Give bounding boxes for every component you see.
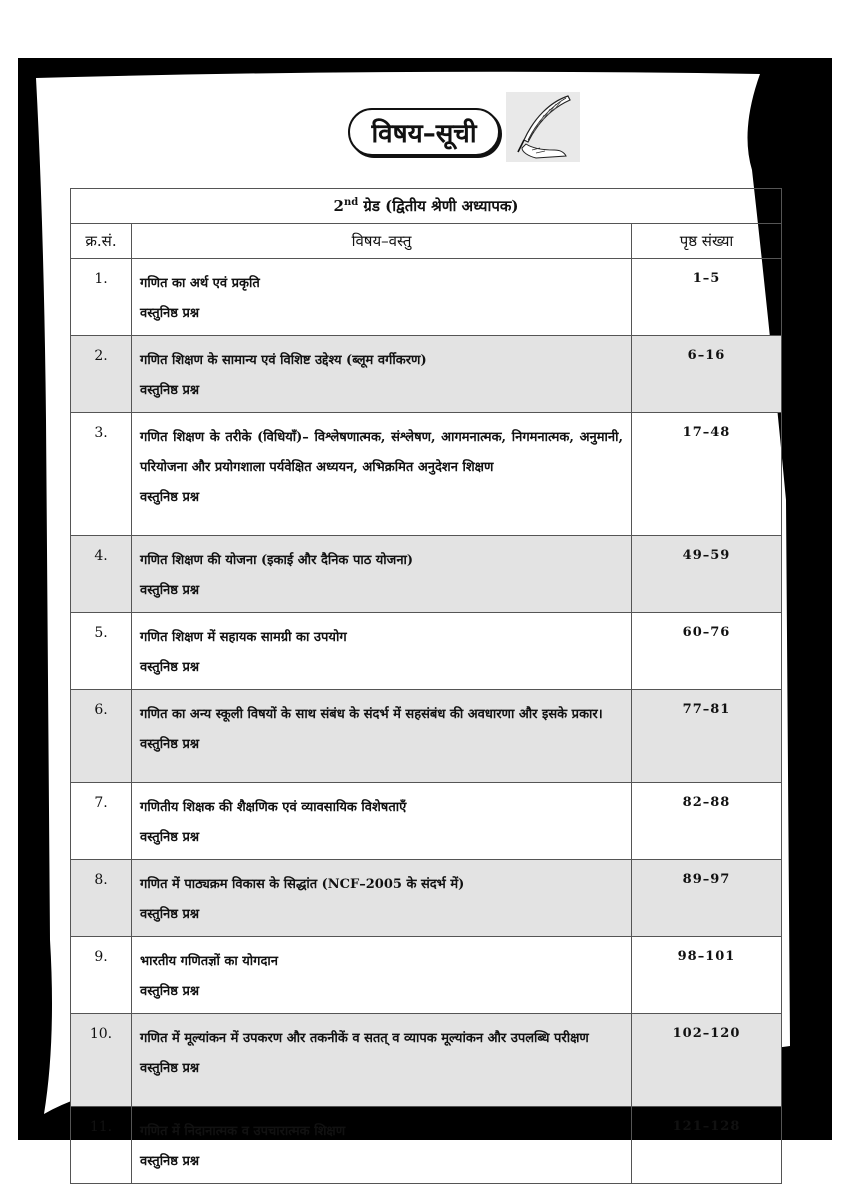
row-subtopic: वस्तुनिष्ठ प्रश्न (140, 1154, 200, 1169)
table-row (71, 783, 782, 860)
column-header-content: विषय–वस्तु (132, 224, 632, 259)
table-row (71, 613, 782, 690)
row-subtopic: वस्तुनिष्ठ प्रश्न (140, 830, 200, 845)
grade-number: 2 (333, 197, 344, 215)
table-row (71, 259, 782, 336)
row-topic: गणित में निदानात्मक व उपचारात्मक शिक्षण (140, 1124, 346, 1139)
column-header-sno: क्र.सं. (71, 224, 132, 259)
row-content (132, 690, 632, 783)
row-topic: गणित का अन्य स्कूली विषयों के साथ संबंध के संदर्भ में सहसंबंध की अवधारणा और इसके प्रकार। (140, 707, 603, 722)
row-content (132, 536, 632, 613)
table-row (71, 336, 782, 413)
row-page-range: 77–81 (632, 690, 782, 783)
row-subtopic: वस्तुनिष्ठ प्रश्न (140, 984, 200, 999)
row-subtopic: वस्तुनिष्ठ प्रश्न (140, 737, 200, 752)
table-row (71, 937, 782, 1014)
row-serial-number: 4. (71, 536, 132, 613)
row-serial-number: 3. (71, 413, 132, 536)
row-subtopic: वस्तुनिष्ठ प्रश्न (140, 583, 200, 598)
row-content (132, 937, 632, 1014)
table-row (71, 1107, 782, 1184)
row-serial-number: 10. (71, 1014, 132, 1107)
row-page-range: 98–101 (632, 937, 782, 1014)
row-serial-number: 1. (71, 259, 132, 336)
grade-title: ग्रेड (द्वितीय श्रेणी अध्यापक) (358, 197, 519, 215)
row-serial-number: 5. (71, 613, 132, 690)
row-topic: गणित शिक्षण के तरीके (विधियाँ)– विश्लेषणात्मक, संश्लेषण, आगमनात्मक, निगमनात्मक, अनुमानी, परियोजना और प्रयोगशाला पर्यवेक्षित अध्ययन, अभिक्रमित अनुदेशन शिक्षण (140, 430, 623, 475)
row-page-range: 17–48 (632, 413, 782, 536)
row-subtopic: वस्तुनिष्ठ प्रश्न (140, 660, 200, 675)
row-topic: गणित शिक्षण की योजना (इकाई और दैनिक पाठ योजना) (140, 553, 414, 568)
row-content (132, 860, 632, 937)
row-page-range: 60–76 (632, 613, 782, 690)
row-content (132, 413, 632, 536)
grade-header (71, 189, 782, 224)
page-title-text: विषय–सूची (371, 119, 477, 149)
row-page-range: 102–120 (632, 1014, 782, 1107)
row-subtopic: वस्तुनिष्ठ प्रश्न (140, 306, 200, 321)
row-serial-number: 11. (71, 1107, 132, 1184)
contents-rows (71, 259, 782, 1184)
table-row (71, 413, 782, 536)
row-topic: गणित में मूल्यांकन में उपकरण और तकनीकें व सतत् व व्यापक मूल्यांकन और उपलब्धि परीक्षण (140, 1031, 589, 1046)
row-content (132, 613, 632, 690)
quill-pen-icon (506, 92, 580, 162)
contents-table (70, 188, 782, 1184)
row-content (132, 1014, 632, 1107)
table-row (71, 536, 782, 613)
row-page-range: 49–59 (632, 536, 782, 613)
table-row (71, 1014, 782, 1107)
row-topic: गणित का अर्थ एवं प्रकृति (140, 276, 260, 291)
grade-ordinal: nd (343, 197, 359, 208)
row-serial-number: 6. (71, 690, 132, 783)
table-row (71, 860, 782, 937)
row-page-range: 1–5 (632, 259, 782, 336)
row-topic: गणित शिक्षण के सामान्य एवं विशिष्ट उद्देश्य (ब्लूम वर्गीकरण) (140, 353, 427, 368)
row-topic: गणितीय शिक्षक की शैक्षणिक एवं व्यावसायिक विशेषताएँ (140, 800, 407, 815)
row-serial-number: 8. (71, 860, 132, 937)
row-topic: भारतीय गणितज्ञों का योगदान (140, 954, 278, 969)
table-row (71, 690, 782, 783)
row-serial-number: 2. (71, 336, 132, 413)
row-topic: गणित में पाठ्यक्रम विकास के सिद्धांत (NCF–2005 के संदर्भ में) (140, 877, 465, 892)
row-content (132, 1107, 632, 1184)
page-title (348, 108, 500, 156)
row-serial-number: 7. (71, 783, 132, 860)
row-content (132, 783, 632, 860)
row-content (132, 336, 632, 413)
row-subtopic: वस्तुनिष्ठ प्रश्न (140, 907, 200, 922)
row-content (132, 259, 632, 336)
row-subtopic: वस्तुनिष्ठ प्रश्न (140, 383, 200, 398)
column-header-pages: पृष्ठ संख्या (632, 224, 782, 259)
row-page-range: 6–16 (632, 336, 782, 413)
row-page-range: 82–88 (632, 783, 782, 860)
row-subtopic: वस्तुनिष्ठ प्रश्न (140, 490, 200, 505)
row-page-range: 89–97 (632, 860, 782, 937)
row-page-range: 121–128 (632, 1107, 782, 1184)
row-subtopic: वस्तुनिष्ठ प्रश्न (140, 1061, 200, 1076)
row-serial-number: 9. (71, 937, 132, 1014)
row-topic: गणित शिक्षण में सहायक सामग्री का उपयोग (140, 630, 347, 645)
